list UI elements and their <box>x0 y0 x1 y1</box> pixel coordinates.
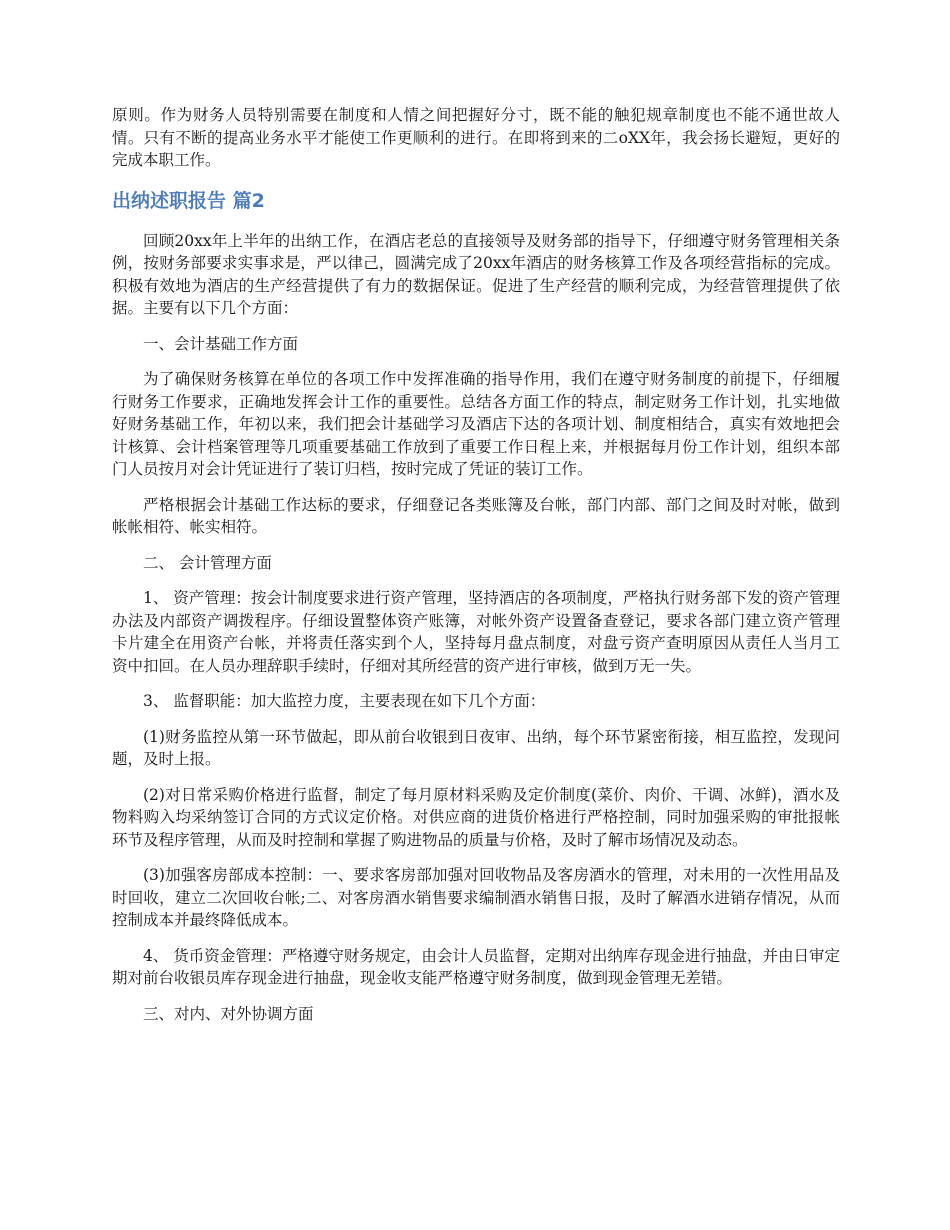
intro-paragraph: 原则。作为财务人员特别需要在制度和人情之间把握好分寸，既不能的触犯规章制度也不能不通世故人情。只有不断的提高业务水平才能使工作更顺利的进行。在即将到来的二oXX年，我会扬长避短，更好的完成本职工作。 <box>112 106 840 169</box>
document-body <box>112 104 840 1038</box>
body-paragraph: (2)对日常采购价格进行监督，制定了每月原材料采购及定价制度(菜价、肉价、干调、冰鲜)，酒水及物料购入均采纳签订合同的方式议定价格。对供应商的进货价格进行严格控制，同时加强采购的审批报帐环节及程序管理，从而及时控制和掌握了购进物品的质量与价格，及时了解市场情况及动态。 <box>112 785 840 849</box>
body-paragraph: 1、 资产管理：按会计制度要求进行资产管理，坚持酒店的各项制度，严格执行财务部下发的资产管理办法及内部资产调拨程序。仔细设置整体资产账簿，对帐外资产设置备查登记，要求各部门建立资产管理卡片建全在用资产台帐，并将责任落实到个人，坚持每月盘点制度，对盘亏资产查明原因从责任人当月工资中扣回。在人员办理辞职手续时，仔细对其所经营的资产进行审核，做到万无一失。 <box>112 589 840 675</box>
body-paragraph: 回顾20xx年上半年的出纳工作，在酒店老总的直接领导及财务部的指导下，仔细遵守财务管理相关条例，按财务部要求实事求是，严以律己，圆满完成了20xx年酒店的财务核算工作及各项经营指标的完成。积极有效地为酒店的生产经营提供了有力的数据保证。促进了生产经营的顺利完成，为经营管理提供了依据。主要有以下几个方面： <box>112 231 840 317</box>
body-paragraph: (3)加强客房部成本控制：一、要求客房部加强对回收物品及客房酒水的管理，对未用的一次性用品及时回收，建立二次回收台帐;二、对客房酒水销售要求编制酒水销售日报，及时了解酒水进销存情况，从而控制成本并最终降低成本。 <box>112 866 840 929</box>
body-paragraph: (1)财务监控从第一环节做起，即从前台收银到日夜审、出纳，每个环节紧密衔接，相互监控，发现问题，及时上报。 <box>112 727 840 768</box>
subsection-title: 三、对内、对外协调方面 <box>143 1004 314 1023</box>
subsection-title: 一、会计基础工作方面 <box>143 334 299 353</box>
section-heading: 出纳述职报告 篇2 <box>112 189 265 212</box>
body-paragraph: 为了确保财务核算在单位的各项工作中发挥准确的指导作用，我们在遵守财务制度的前提下，仔细履行财务工作要求，正确地发挥会计工作的重要性。总结各方面工作的特点，制定财务工作计划，扎实地做好财务基础工作，年初以来，我们把会计基础学习及酒店下达的各项计划、制度相结合，真实有效地把会计核算、会计档案管理等几项重要基础工作放到了重要工作日程上来，并根据每月份工作计划，组织本部门人员按月对会计凭证进行了装订归档，按时完成了凭证的装订工作。 <box>112 370 840 478</box>
subsection-title: 二、 会计管理方面 <box>143 553 272 572</box>
body-paragraph: 严格根据会计基础工作达标的要求，仔细登记各类账簿及台帐，部门内部、部门之间及时对帐，做到帐帐相符、帐实相符。 <box>112 495 840 536</box>
body-paragraph: 4、 货币资金管理：严格遵守财务规定，由会计人员监督，定期对出纳库存现金进行抽盘，并由日审定期对前台收银员库存现金进行抽盘，现金收支能严格遵守财务制度，做到现金管理无差错。 <box>112 946 840 987</box>
body-paragraph: 3、 监督职能：加大监控力度，主要表现在如下几个方面： <box>143 692 546 710</box>
